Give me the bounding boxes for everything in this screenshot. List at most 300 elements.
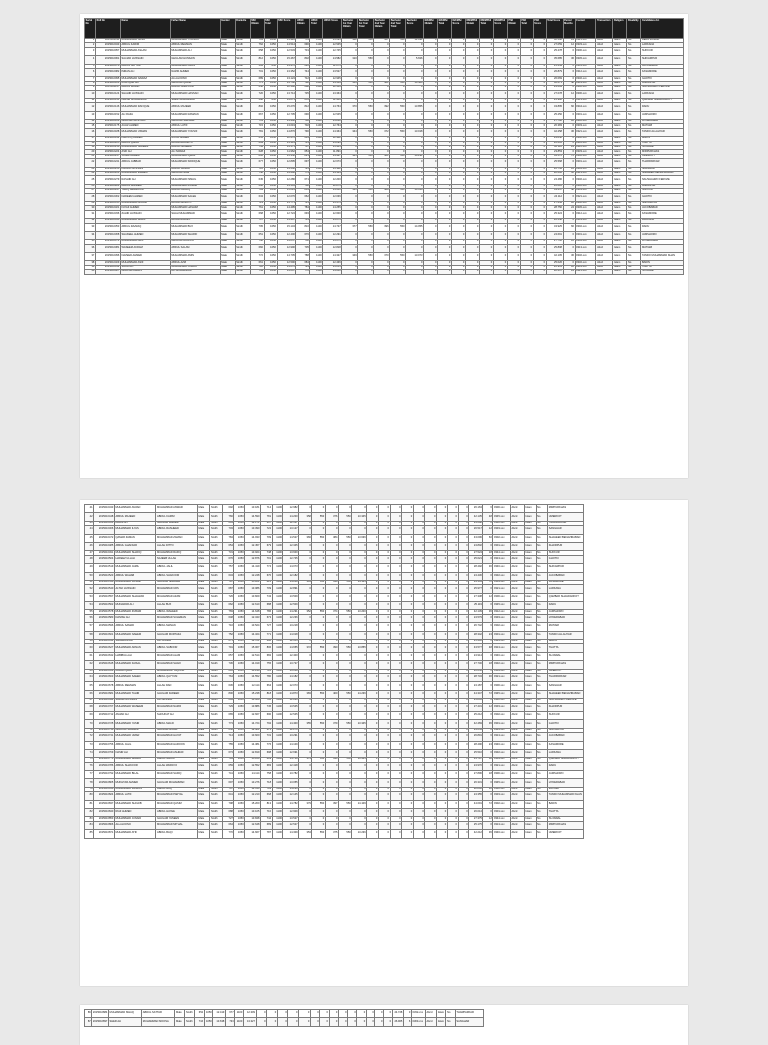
cell-phd-obtain: 0 [507, 193, 520, 201]
cell-mphil-obtain: 0 [465, 64, 479, 68]
cell-disability: No [536, 792, 548, 800]
cell-mphil-obtain: 0 [465, 150, 479, 154]
cell-total-score: 26.742 [469, 623, 483, 631]
cell-religion: Islam [524, 673, 536, 681]
cell-bachelor-1-total: 550 [358, 223, 374, 231]
cell-ssc-obtain: 800 [222, 690, 234, 698]
cell-bachelor-2-total: 0 [339, 526, 352, 534]
cell-contact: 0345-xxx [575, 141, 596, 145]
cell-ma-total: 0 [378, 593, 390, 601]
cell-roll-no: 2015010146 [95, 103, 120, 111]
cell-period-months: 48 [563, 189, 575, 193]
cell-ssc-obtain: 726 [222, 593, 234, 601]
cell-transaction: Abcd [596, 206, 613, 210]
cell-hssc-score: 14.364 [323, 128, 342, 136]
cell-bachelor-1-total: 0 [358, 64, 374, 68]
cell-ma-obtain: 0 [424, 201, 438, 205]
cell-phd-obtain: 0 [507, 244, 520, 252]
document-page-3 [80, 1005, 688, 1045]
cell-gender: Male [220, 77, 235, 81]
cell-phd-score: 0 [458, 602, 469, 610]
cell-ssc-score: 13.848 [245, 817, 261, 821]
cell-roll-no: 2015010557 [94, 593, 115, 601]
cell-roll-no: 2015010578 [94, 610, 115, 614]
cell-candidates-ad: SHAHEED BENAZIRABAD [548, 690, 584, 698]
cell-name: ABDUL MAJEED [114, 513, 156, 521]
cell-phd-total: 0 [447, 771, 458, 779]
cell-bachelor-1-total: 0 [312, 640, 325, 644]
cell-roll-no: 2015010645 [94, 661, 115, 669]
cell-serial-no: 7 [85, 77, 96, 81]
cell-bachelor-2-total: 0 [339, 631, 352, 639]
cell-ssc-obtain: 718 [250, 265, 264, 269]
cell-roll-no: 2015010792 [94, 771, 115, 779]
cell-serial-no: 56 [85, 614, 94, 622]
cell-hssc-obtain: 776 [261, 741, 273, 749]
cell-ssc-score: 13.352 [277, 68, 296, 76]
cell-mphil-total: 0 [479, 47, 493, 55]
cell-hssc-total: 1100 [310, 77, 323, 81]
cell-mphil-score: 0 [493, 68, 507, 76]
cell-bachelor-score: 0 [352, 661, 367, 669]
cell-ssc-total: 1050 [264, 223, 277, 231]
cell-name: JAVED AHMED [120, 154, 170, 158]
cell-phd-obtain: 0 [437, 682, 448, 690]
cell-ssc-score: 14.071 [277, 98, 296, 102]
cell-transaction: Abcd [510, 555, 524, 563]
cell-roll-no: 2015010681 [94, 690, 115, 698]
cell-mphil-obtain: 0 [402, 809, 414, 817]
cell-domicile: Sindh [210, 771, 222, 779]
cell-bachelor-1-total: 0 [358, 244, 374, 252]
cell-ma-total: 0 [378, 652, 390, 660]
cell-ma-obtain: 0 [367, 505, 379, 513]
cell-serial-no: 52 [85, 585, 94, 593]
cell-phd-score: 0 [533, 124, 546, 128]
cell-phd-score: 0 [458, 690, 469, 698]
cell-ma-score: 0 [451, 64, 465, 68]
cell-mphil-obtain: 0 [465, 77, 479, 81]
cell-total-score: 24.970 [469, 762, 483, 770]
cell-ma-obtain: 0 [424, 171, 438, 175]
cell-ssc-score: 13.276 [245, 779, 261, 787]
cell-mphil-score: 0 [493, 201, 507, 205]
cell-bachelor-1-obtain: 0 [299, 749, 312, 757]
cell-hssc-total: 1100 [310, 210, 323, 218]
cell-gender: Male [197, 787, 209, 791]
cell-religion: Islam [613, 56, 627, 64]
cell-mphil-total: 0 [479, 124, 493, 128]
cell-bachelor-score: 0 [352, 779, 367, 787]
cell-total-score: 42.469 [469, 720, 483, 728]
cell-phd-obtain: 0 [507, 150, 520, 154]
cell-bachelor-2-total: 550 [390, 128, 406, 136]
cell-ma-obtain: 0 [367, 703, 379, 711]
cell-bachelor-2-total: 0 [288, 1018, 299, 1026]
cell-phd-score: 0 [458, 631, 469, 639]
cell-phd-obtain: 0 [507, 265, 520, 269]
cell-gender: Male [220, 81, 235, 85]
cell-domicile: Sindh [235, 159, 250, 167]
cell-ma-obtain: 0 [367, 669, 379, 673]
cell-gender: Male [197, 623, 209, 631]
cell-period-months: 0 [483, 762, 493, 770]
cell-gender: Male [197, 762, 209, 770]
cell-ma-obtain: 0 [424, 86, 438, 90]
cell-ma-score: 0 [451, 39, 465, 43]
cell-serial-no: 87 [85, 1018, 92, 1026]
cell-bachelor-1-obtain: 0 [342, 270, 358, 274]
cell-hssc-score: 13.018 [283, 669, 299, 673]
cell-bachelor-2-total: 0 [339, 572, 352, 580]
cell-period-months: 0 [563, 261, 575, 265]
cell-ssc-total: 1050 [264, 150, 277, 154]
cell-hssc-obtain: 752 [296, 240, 310, 244]
cell-phd-obtain: 0 [437, 749, 448, 757]
cell-phd-score: 0 [458, 534, 469, 542]
cell-period-months: 6 [403, 1018, 411, 1026]
cell-ma-total: 0 [438, 77, 452, 81]
cell-bachelor-1-obtain: 0 [342, 176, 358, 184]
cell-hssc-total: 1100 [310, 43, 323, 47]
cell-serial-no: 65 [85, 682, 94, 690]
cell-bachelor-score: 0 [406, 124, 424, 128]
cell-disability: No [627, 39, 641, 43]
cell-ma-score: 0 [390, 542, 402, 550]
cell-mphil-obtain: 0 [402, 749, 414, 757]
cell-ssc-score: 15.238 [245, 690, 261, 698]
cell-candidates-ad: KASHMORE [548, 741, 584, 749]
cell-transaction: Abcd [596, 210, 613, 218]
cell-transaction: Abcd [596, 201, 613, 205]
cell-domicile: Sindh [235, 219, 250, 223]
cell-candidates-ad: SUJAWAL [548, 817, 584, 821]
cell-phd-score: 0 [533, 154, 546, 158]
cell-ssc-score: 13.314 [277, 141, 296, 145]
cell-candidates-ad: MIRPURKHAS [548, 821, 584, 829]
cell-contact: 0312-xxx [493, 699, 510, 703]
cell-serial-no: 74 [85, 749, 94, 757]
cell-ssc-total: 1050 [264, 171, 277, 175]
cell-phd-score: 0 [533, 47, 546, 55]
cell-period-months: 48 [483, 513, 493, 521]
cell-name: ABDUL SAMAD [114, 623, 156, 631]
cell-roll-no: 2015010082 [95, 68, 120, 76]
cell-name: WASEEM AKRAM [120, 244, 170, 252]
cell-bachelor-2-total: 0 [339, 741, 352, 749]
cell-bachelor-2-total: 550 [339, 534, 352, 542]
cell-roll-no: 2015010466 [94, 526, 115, 534]
cell-bachelor-1-obtain: 379 [299, 800, 312, 808]
cell-father-name: MUHAMMAD ALAM [156, 652, 198, 660]
cell-ssc-total: 1050 [234, 669, 245, 673]
cell-mphil-obtain: 0 [465, 261, 479, 265]
cell-hssc-total: 1100 [310, 124, 323, 128]
cell-candidates-ad: NAUSHAHRO FEROZE [548, 699, 584, 703]
cell-ssc-score: 13.029 [245, 699, 261, 703]
cell-bachelor-score: 0 [406, 150, 424, 154]
cell-bachelor-2-obtain: 379 [325, 720, 338, 728]
cell-ssc-obtain: 773 [222, 720, 234, 728]
cell-contact: 0321-xxx [575, 128, 596, 136]
cell-period-months: 18 [563, 120, 575, 124]
cell-transaction: Abcd [510, 551, 524, 555]
cell-ma-score: 0 [390, 762, 402, 770]
cell-bachelor-1-obtain: 0 [256, 1018, 267, 1026]
cell-roll-no: 2015010061 [95, 56, 120, 64]
cell-bachelor-2-obtain: 0 [325, 572, 338, 580]
cell-candidates-ad: UMERKOT [641, 154, 684, 158]
cell-domicile: Sindh [210, 551, 222, 555]
cell-ma-score: 0 [451, 128, 465, 136]
cell-bachelor-1-obtain: 0 [342, 167, 358, 171]
cell-bachelor-score: 14.055 [406, 223, 424, 231]
cell-religion: Islam [524, 821, 536, 829]
cell-phd-obtain: 0 [437, 661, 448, 669]
cell-disability: No [536, 644, 548, 652]
cell-phd-obtain: 0 [437, 787, 448, 791]
cell-ma-score: 0 [390, 513, 402, 521]
cell-disability: No [536, 733, 548, 741]
cell-phd-score: 0 [458, 564, 469, 572]
cell-mphil-score: 0 [493, 253, 507, 261]
cell-ma-obtain: 0 [367, 534, 379, 542]
cell-religion: Islam [524, 555, 536, 563]
cell-roll-no: 2015010374 [95, 240, 120, 244]
cell-gender: Male [197, 542, 209, 550]
cell-hssc-total: 1100 [272, 741, 283, 749]
cell-gender: Male [220, 201, 235, 205]
cell-phd-total: 0 [520, 39, 533, 43]
cell-name: ABDUL QADIR [120, 141, 170, 145]
cell-ssc-obtain: 710 [222, 623, 234, 631]
cell-religion: Islam [613, 77, 627, 81]
cell-contact: 0303-xxx [493, 669, 510, 673]
header-row [85, 19, 684, 39]
cell-mphil-score: 0 [493, 43, 507, 47]
cell-bachelor-1-obtain: 0 [299, 614, 312, 622]
cell-mphil-score: 0 [425, 690, 437, 698]
cell-hssc-total: 1100 [272, 572, 283, 580]
cell-bachelor-2-obtain: 372 [374, 128, 390, 136]
cell-gender: Male [197, 720, 209, 728]
cell-bachelor-1-total: 550 [358, 39, 374, 43]
cell-hssc-score: 14.255 [323, 206, 342, 210]
cell-transaction: Abcd [596, 47, 613, 55]
cell-roll-no: 2015010302 [95, 193, 120, 201]
cell-phd-score: 0 [458, 821, 469, 829]
cell-contact: 0312-xxx [575, 210, 596, 218]
cell-domicile: Sindh [210, 526, 222, 534]
cell-candidates-ad: QAMBAR SHAHDADKOT [548, 758, 584, 762]
cell-bachelor-1-total: 0 [358, 43, 374, 47]
cell-bachelor-score: 0 [406, 176, 424, 184]
cell-total-score: 26.879 [546, 68, 563, 76]
cell-bachelor-2-total: 550 [390, 189, 406, 193]
cell-gender: Male [197, 669, 209, 673]
cell-total-score: 26.163 [469, 505, 483, 513]
cell-bachelor-score: 0 [352, 555, 367, 563]
cell-candidates-ad: TANDO ALLAHYAR [548, 631, 584, 639]
cell-total-score: 25.250 [546, 111, 563, 119]
cell-hssc-obtain: 683 [261, 762, 273, 770]
cell-name: MUHAMMAD YASIR [114, 720, 156, 728]
cell-ma-score: 0 [390, 580, 402, 584]
cell-ma-total: 0 [438, 265, 452, 269]
cell-mphil-total: 0 [413, 741, 425, 749]
cell-candidates-ad: LARKANA [548, 749, 584, 757]
cell-serial-no: 47 [85, 551, 94, 555]
cell-phd-obtain: 0 [507, 159, 520, 167]
cell-total-score: 27.746 [469, 661, 483, 669]
cell-bachelor-2-obtain: 0 [325, 602, 338, 610]
cell-phd-total: 0 [447, 555, 458, 563]
cell-phd-obtain: 0 [437, 762, 448, 770]
cell-ma-total: 0 [438, 270, 452, 274]
cell-father-name: MUHAMMAD ALI [170, 47, 220, 55]
cell-ssc-score: 12.210 [245, 792, 261, 800]
cell-gender: Male [197, 521, 209, 525]
cell-disability: No [627, 124, 641, 128]
cell-ma-score: 0 [451, 244, 465, 252]
cell-hssc-score: 12.818 [323, 244, 342, 252]
cell-disability: No [536, 817, 548, 821]
cell-bachelor-score: 0 [406, 90, 424, 98]
cell-ma-score: 0 [390, 623, 402, 631]
cell-gender: Male [220, 210, 235, 218]
table-row [85, 673, 584, 681]
cell-mphil-obtain: 0 [402, 661, 414, 669]
cell-hssc-score: 14.236 [283, 787, 299, 791]
cell-bachelor-2-total: 0 [390, 56, 406, 64]
cell-gender: Male [220, 159, 235, 167]
cell-phd-total: 0 [520, 244, 533, 252]
cell-phd-total: 0 [447, 585, 458, 593]
cell-phd-total: 0 [447, 602, 458, 610]
cell-hssc-total: 1100 [310, 68, 323, 76]
cell-contact: 0312-xxx [575, 146, 596, 150]
cell-period-months: 30 [483, 787, 493, 791]
cell-total-score: 25.249 [546, 64, 563, 68]
cell-ma-score: 0 [390, 703, 402, 711]
cell-serial-no: 49 [85, 564, 94, 572]
cell-bachelor-1-obtain: 0 [342, 231, 358, 239]
table-row [85, 68, 684, 76]
cell-mphil-obtain: 0 [402, 542, 414, 550]
cell-ma-obtain: 0 [424, 253, 438, 261]
cell-mphil-total: 0 [413, 800, 425, 808]
cell-mphil-obtain: 0 [402, 830, 414, 838]
cell-phd-total: 0 [447, 534, 458, 542]
cell-disability: No [627, 240, 641, 244]
cell-hssc-obtain: 779 [296, 171, 310, 175]
cell-name: ABDUL LATIF [114, 792, 156, 800]
cell-bachelor-score: 0 [406, 68, 424, 76]
cell-ssc-obtain: 729 [222, 703, 234, 711]
cell-bachelor-1-obtain: 0 [299, 669, 312, 673]
cell-bachelor-1-total: 0 [358, 159, 374, 167]
cell-name: MUKHTAR AHMED [114, 779, 156, 787]
cell-mphil-obtain: 0 [465, 223, 479, 231]
cell-phd-obtain: 0 [437, 640, 448, 644]
cell-phd-score: 0 [533, 150, 546, 154]
cell-phd-score: 0 [533, 201, 546, 205]
cell-ssc-score: 14.419 [245, 564, 261, 572]
cell-total-score: 26.517 [469, 526, 483, 534]
cell-ma-obtain: 0 [424, 98, 438, 102]
cell-disability: No [627, 141, 641, 145]
cell-serial-no: 44 [85, 526, 94, 534]
cell-bachelor-2-total: 550 [339, 513, 352, 521]
cell-domicile: Sindh [235, 150, 250, 154]
cell-bachelor-1-total: 0 [358, 141, 374, 145]
cell-ssc-total: 1050 [264, 167, 277, 171]
cell-bachelor-1-total: 0 [358, 86, 374, 90]
cell-disability: No [536, 720, 548, 728]
cell-candidates-ad: THARPARKAR [548, 673, 584, 681]
cell-roll-no: 2015010433 [94, 505, 115, 513]
cell-ssc-obtain: 657 [222, 652, 234, 660]
cell-phd-total: 0 [447, 669, 458, 673]
cell-phd-score: 0 [533, 146, 546, 150]
cell-bachelor-1-total: 0 [312, 593, 325, 601]
cell-ssc-total: 1050 [264, 137, 277, 141]
cell-domicile: Sindh [210, 779, 222, 787]
cell-total-score: 28.490 [469, 741, 483, 749]
table-row [85, 526, 584, 534]
results-table [84, 504, 584, 839]
cell-domicile: Sindh [235, 137, 250, 141]
cell-domicile: Sindh [235, 56, 250, 64]
cell-religion: Islam [524, 585, 536, 593]
cell-bachelor-1-obtain: 385 [342, 154, 358, 158]
cell-ma-obtain: 0 [367, 631, 379, 639]
cell-ma-total: 0 [320, 1018, 329, 1026]
cell-ssc-score: 15.467 [277, 56, 296, 64]
cell-hssc-obtain: 689 [261, 821, 273, 829]
cell-bachelor-2-total: 0 [390, 201, 406, 205]
cell-father-name: ABDUL JALIL [156, 564, 198, 572]
column-header-name: Name [120, 19, 170, 39]
cell-bachelor-2-total: 0 [390, 159, 406, 167]
cell-mphil-score: 0 [493, 206, 507, 210]
cell-gender: Male [220, 128, 235, 136]
cell-ma-obtain: 0 [424, 103, 438, 111]
cell-mphil-total: 0 [413, 728, 425, 732]
cell-mphil-total: 0 [479, 111, 493, 119]
cell-bachelor-score: 0 [406, 159, 424, 167]
cell-father-name: MUHAMMAD YAQOOB [156, 669, 198, 673]
cell-candidates-ad: SHAHEED BENAZIRABAD [641, 171, 684, 175]
cell-hssc-score: 12.745 [323, 47, 342, 55]
cell-religion: Islam [613, 68, 627, 76]
cell-ma-obtain: 0 [367, 585, 379, 593]
cell-domicile: Sindh [235, 189, 250, 193]
cell-mphil-obtain: 0 [465, 244, 479, 252]
cell-phd-obtain: 0 [437, 703, 448, 711]
cell-hssc-total: 1100 [272, 771, 283, 779]
cell-hssc-score: 14.182 [283, 673, 299, 681]
cell-hssc-obtain: 815 [261, 580, 273, 584]
cell-phd-score: 0 [533, 56, 546, 64]
cell-disability: No [627, 265, 641, 269]
cell-father-name: ABDUL GHANI [156, 758, 198, 762]
cell-phd-obtain: 0 [437, 564, 448, 572]
cell-father-name: ALI HASSAN [156, 699, 198, 703]
cell-mphil-total: 0 [413, 817, 425, 821]
cell-period-months: 24 [483, 631, 493, 639]
cell-hssc-obtain: 698 [261, 749, 273, 757]
